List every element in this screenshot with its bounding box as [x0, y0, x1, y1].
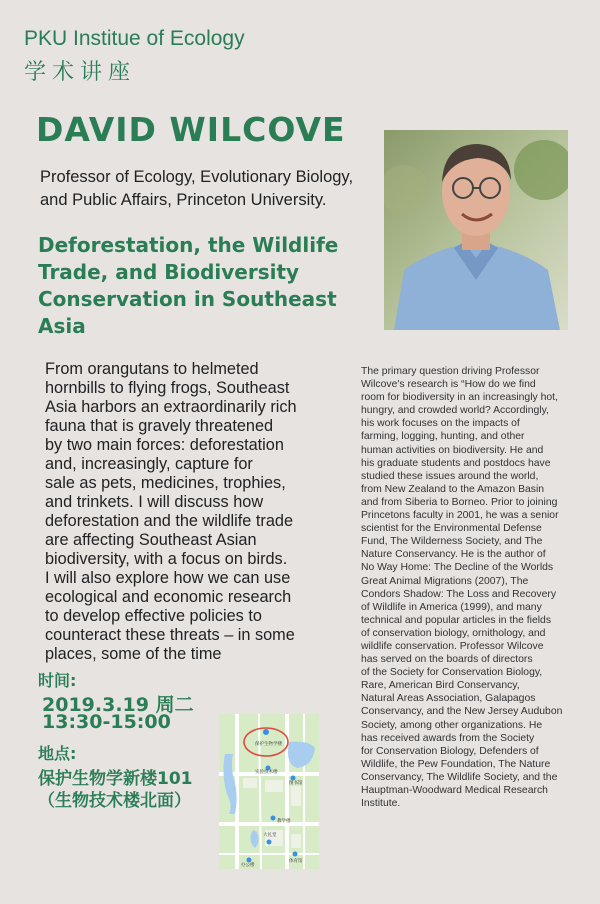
bio-line: Society, among other organizations. He — [361, 719, 543, 731]
campus-map — [219, 714, 319, 869]
lecture-series-title: 学术讲座 — [24, 60, 137, 85]
bio-line: Wilcove's research is “How do we find — [361, 379, 536, 391]
bio-line: has received awards from the Society — [361, 732, 535, 744]
map-label: 图书馆 — [289, 781, 303, 786]
bio-line: Fund, The Wilderness Society, and The — [361, 536, 543, 548]
bio-line: for Conservation Biology, Defenders of — [361, 745, 539, 757]
abstract-line: biodiversity, with a focus on birds. — [45, 550, 288, 568]
bio-line: and from Siberia to Borneo. Prior to joining — [361, 496, 558, 508]
affiliation-line: and Public Affairs, Princeton University. — [40, 191, 327, 209]
event-hours: 13:30-15:00 — [42, 711, 171, 733]
bio-line: his work focuses on the impacts of — [361, 418, 520, 430]
talk-title-line: Conservation in Southeast — [38, 287, 337, 311]
map-label: 大礼堂 — [263, 833, 277, 838]
abstract-line: ecological and economic research — [45, 588, 292, 606]
bio-line: The primary question driving Professor — [361, 366, 540, 377]
bio-line: hungry, and crowded world? Accordingly, — [361, 405, 549, 417]
abstract-line: From orangutans to helmeted — [45, 360, 259, 378]
bio-line: Rare, American Bird Conservancy, — [361, 680, 520, 692]
bio-line: Conservancy, and the New Jersey Audubon — [361, 706, 563, 718]
speaker-portrait-image — [384, 130, 568, 330]
bio-line: room for biodiversity in an increasingly hot, — [361, 392, 558, 404]
campus-map-image — [219, 714, 319, 869]
bio-line: Condors Shadow: The Loss and Recovery — [361, 588, 557, 600]
abstract-line: fauna that is gravely threatened — [45, 417, 274, 435]
speaker-bio — [361, 365, 596, 810]
map-label: 体育馆 — [289, 859, 303, 864]
time-label: 时间: — [38, 671, 77, 690]
bio-line: has served on the boards of directors — [361, 654, 533, 666]
abstract-line: to develop effective policies to — [45, 607, 262, 625]
talk-title-line: Trade, and Biodiversity — [38, 260, 300, 284]
place-label: 地点: — [38, 744, 77, 763]
bio-line: studied these issues around the world, — [361, 470, 539, 482]
abstract-line: I will also explore how we can use — [45, 569, 291, 587]
abstract-line: deforestation and the wildlife trade — [45, 512, 293, 530]
speaker-affiliation — [40, 166, 380, 212]
bio-line: of the Society for Conservation Biology, — [361, 667, 543, 679]
event-venue-note: （生物技术楼北面） — [38, 791, 191, 811]
event-venue: 保护生物学新楼101 — [38, 769, 193, 789]
bio-line: from New Zealand to the Amazon Basin — [361, 483, 545, 495]
abstract-line: places, some of the time — [45, 645, 222, 663]
bio-line: wildlife conservation. Professor Wilcove — [361, 640, 544, 652]
abstract-line: are affecting Southeast Asian — [45, 531, 257, 549]
talk-title — [38, 232, 388, 340]
bio-line: Great Animal Migrations (2007), The — [361, 575, 529, 587]
bio-line: Conservancy, The Wildlife Society, and the — [361, 771, 558, 783]
abstract-line: counteract these threats – in some — [45, 626, 295, 644]
abstract-line: and, increasingly, capture for — [45, 455, 253, 473]
bio-line: of Wildlife in America (1999), and many — [361, 601, 542, 613]
map-label: 保护生物学楼 — [255, 742, 282, 747]
bio-line: human activities on biodiversity. He and — [361, 444, 544, 456]
abstract-line: by two main forces: deforestation — [45, 436, 284, 454]
abstract-line: and trinkets. I will discuss how — [45, 493, 264, 511]
speaker-photo — [384, 130, 568, 330]
map-label: 实验技术楼 — [255, 770, 278, 775]
talk-abstract — [45, 360, 345, 664]
talk-title-line: Deforestation, the Wildlife — [38, 233, 339, 257]
map-label: 教学楼 — [277, 819, 291, 824]
bio-line: Institute. — [361, 798, 401, 810]
bio-line: Hauptman-Woodward Medical Research — [361, 785, 548, 796]
institute-name: PKU Institue of Ecology — [24, 27, 245, 50]
bio-line: scientist for the Environmental Defense — [361, 523, 542, 535]
bio-line: Wildlife, the Pew Foundation, The Nature — [361, 758, 551, 770]
abstract-line: Asia harbors an extraordinarily rich — [45, 398, 297, 416]
bio-line: his graduate students and postdocs have — [361, 457, 551, 469]
speaker-name: DAVID WILCOVE — [36, 110, 346, 149]
event-date: 2019.3.19 周二 — [42, 694, 194, 716]
bio-line: Natural Areas Association, Galapagos — [361, 693, 536, 705]
bio-line: Princetons faculty in 2001, he was a senior — [361, 510, 559, 522]
abstract-line: hornbills to flying frogs, Southeast — [45, 379, 290, 397]
bio-line: technical and popular articles in the fields — [361, 614, 552, 626]
map-label: 办公楼 — [241, 863, 255, 868]
abstract-line: sale as pets, medicines, trophies, — [45, 474, 286, 492]
bio-line: Nature Conservancy. He is the author of — [361, 549, 546, 561]
bio-line: farming, logging, hunting, and other — [361, 431, 525, 443]
bio-line: of conservation biology, ornithology, and — [361, 627, 546, 639]
bio-line: No Way Home: The Decline of the Worlds — [361, 562, 554, 574]
affiliation-line: Professor of Ecology, Evolutionary Biology, — [40, 168, 354, 186]
talk-title-line: Asia — [38, 314, 86, 338]
